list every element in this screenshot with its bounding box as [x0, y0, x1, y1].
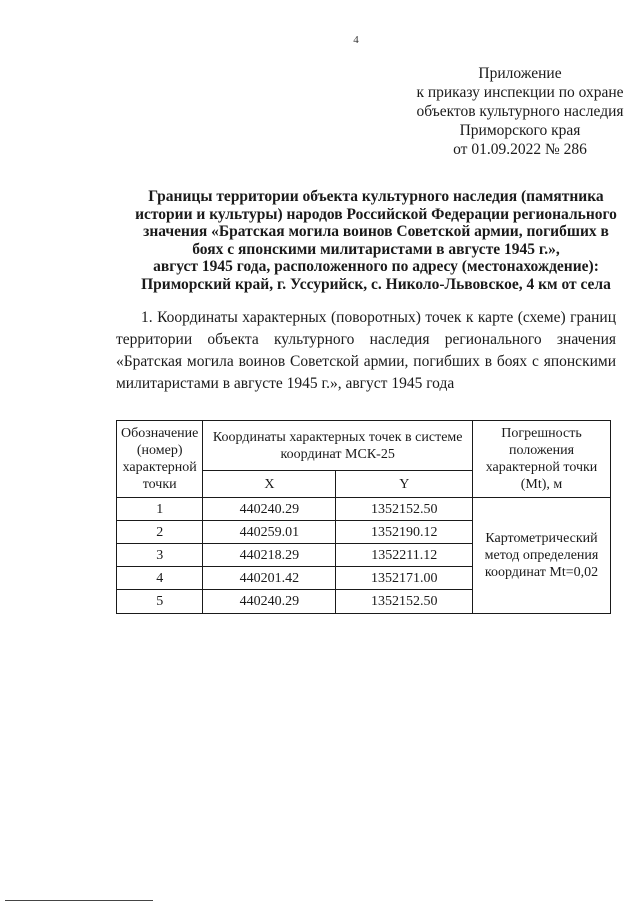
appendix-line: от 01.09.2022 № 286 — [453, 141, 587, 158]
cell-x: 440240.29 — [203, 590, 336, 614]
title-line: значения «Братская могила воинов Советской армии, погибших в — [143, 223, 609, 240]
table-row — [117, 498, 611, 521]
header-x: X — [203, 471, 336, 498]
appendix-block — [400, 64, 640, 159]
footnote-rule — [5, 900, 153, 901]
document-title — [90, 188, 640, 293]
cell-y: 1352171.00 — [336, 567, 473, 590]
appendix-line: Приморского края — [459, 122, 581, 139]
appendix-line: к приказу инспекции по охране — [416, 84, 624, 101]
appendix-line: Приложение — [478, 65, 562, 82]
cell-point-number: 4 — [117, 567, 203, 590]
coordinates-table — [116, 420, 611, 614]
title-line: Границы территории объекта культурного наследия (памятника — [148, 188, 604, 205]
cell-x: 440218.29 — [203, 544, 336, 567]
cell-x: 440259.01 — [203, 521, 336, 544]
cell-point-number: 5 — [117, 590, 203, 614]
cell-y: 1352190.12 — [336, 521, 473, 544]
cell-point-number: 3 — [117, 544, 203, 567]
page-number: 4 — [353, 34, 359, 46]
title-line: август 1945 года, расположенного по адресу (местонахождение): — [153, 258, 599, 275]
header-accuracy: Погрешность положения характерной точки (Mt), м — [473, 421, 611, 498]
cell-method: Картометрический метод определения координат Mt=0,02 — [473, 498, 611, 614]
paragraph-text: территории объекта культурного наследия регионального значения «Братская могила воинов Советской армии, погибших в боях с японскими милитаристами в августе 1945 г.», август 1945 года — [116, 331, 616, 392]
title-line: Приморский край, г. Уссурийск, с. Николо-Львовское, 4 км от села — [141, 275, 611, 293]
cell-y: 1352211.12 — [336, 544, 473, 567]
header-coords: Координаты характерных точек в системе координат МСК-25 — [203, 421, 473, 471]
title-line: истории и культуры) народов Российской Федерации регионального — [135, 205, 617, 223]
appendix-line: объектов культурного наследия — [416, 103, 624, 120]
header-y: Y — [336, 471, 473, 498]
cell-point-number: 1 — [117, 498, 203, 521]
cell-y: 1352152.50 — [336, 498, 473, 521]
header-point: Обозначение (номер) характерной точки — [117, 421, 203, 498]
cell-x: 440240.29 — [203, 498, 336, 521]
title-line: боях с японскими милитаристами в августе 1945 г.», — [192, 240, 560, 258]
cell-x: 440201.42 — [203, 567, 336, 590]
cell-point-number: 2 — [117, 521, 203, 544]
coordinates-paragraph — [116, 307, 616, 395]
cell-y: 1352152.50 — [336, 590, 473, 614]
paragraph-first-line: 1. Координаты характерных (поворотных) точек к карте (схеме) границ — [141, 309, 616, 326]
